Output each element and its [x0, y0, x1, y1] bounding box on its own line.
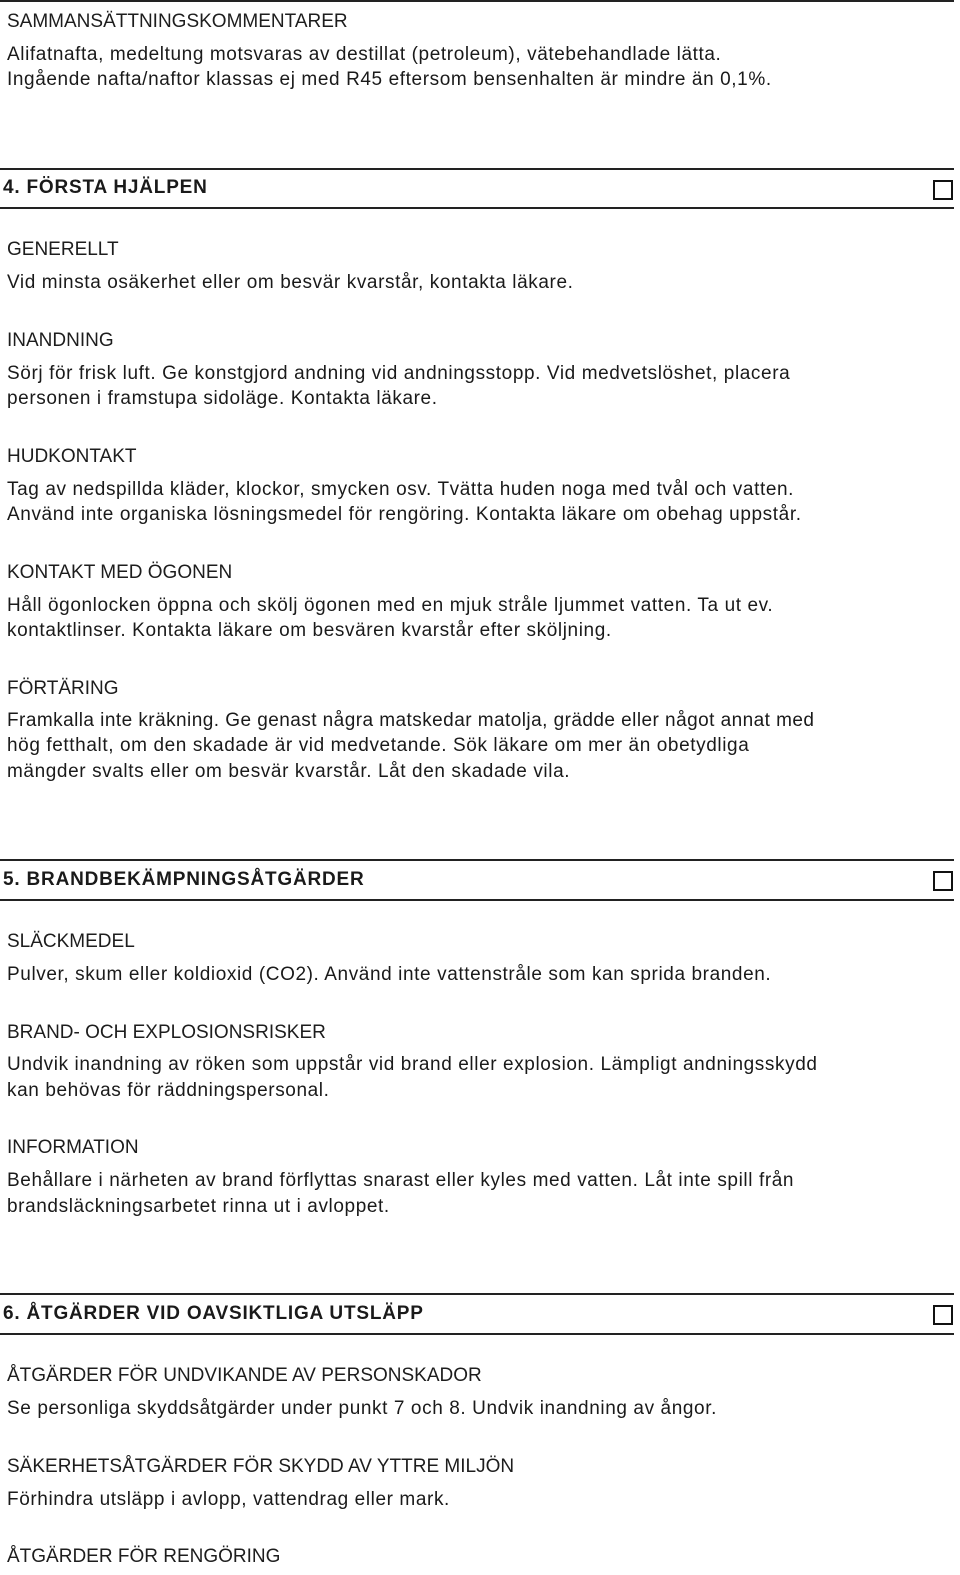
- composition-line-2: Ingående nafta/naftor klassas ej med R45 eftersom bensenhalten är mindre än 0,1%.: [7, 69, 772, 90]
- composition-line-1: Alifatnafta, medeltung motsvaras av destillat (petroleum), vätebehandlade lätta.: [7, 44, 722, 65]
- hudkontakt-heading: HUDKONTAKT: [7, 446, 137, 467]
- slackmedel-heading: SLÄCKMEDEL: [7, 931, 135, 952]
- fortaring-heading: FÖRTÄRING: [7, 678, 119, 699]
- section5-checkbox[interactable]: [933, 871, 953, 891]
- fortaring-line-2: hög fetthalt, om den skadade är vid medvetande. Sök läkare om mer än obetydliga: [7, 735, 750, 756]
- inandning-line-1: Sörj för frisk luft. Ge konstgjord andning vid andningsstopp. Vid medvetslöshet, placera: [7, 363, 791, 384]
- section6-bottom-rule: [0, 1333, 954, 1335]
- risker-line-2: kan behövas för räddningspersonal.: [7, 1080, 330, 1101]
- generellt-line-1: Vid minsta osäkerhet eller om besvär kvarstår, kontakta läkare.: [7, 272, 574, 293]
- fortaring-line-1: Framkalla inte kräkning. Ge genast några matskedar matolja, grädde eller något annat med: [7, 710, 815, 731]
- section4-title: 4. FÖRSTA HJÄLPEN: [3, 177, 208, 198]
- rengoring-heading: ÅTGÄRDER FÖR RENGÖRING: [7, 1546, 281, 1567]
- section5-top-rule: [0, 859, 954, 861]
- section6-top-rule: [0, 1293, 954, 1295]
- ogonen-line-2: kontaktlinser. Kontakta läkare om besvären kvarstår efter sköljning.: [7, 620, 612, 641]
- generellt-heading: GENERELLT: [7, 239, 119, 260]
- information-line-2: brandsläckningsarbetet rinna ut i avloppet.: [7, 1196, 390, 1217]
- composition-heading: SAMMANSÄTTNINGSKOMMENTARER: [7, 11, 348, 32]
- miljon-line-1: Förhindra utsläpp i avlopp, vattendrag eller mark.: [7, 1489, 450, 1510]
- inandning-heading: INANDNING: [7, 330, 114, 351]
- information-heading: INFORMATION: [7, 1137, 139, 1158]
- slackmedel-line-1: Pulver, skum eller koldioxid (CO2). Använd inte vattenstråle som kan sprida branden.: [7, 964, 772, 985]
- hudkontakt-line-1: Tag av nedspillda kläder, klockor, smycken osv. Tvätta huden noga med tvål och vatten.: [7, 479, 795, 500]
- section4-top-rule: [0, 168, 954, 170]
- section5-title: 5. BRANDBEKÄMPNINGSÅTGÄRDER: [3, 869, 365, 890]
- fortaring-line-3: mängder svalts eller om besvär kvarstår. Låt den skadade vila.: [7, 761, 571, 782]
- ogonen-line-1: Håll ögonlocken öppna och skölj ögonen med en mjuk stråle ljummet vatten. Ta ut ev.: [7, 595, 774, 616]
- risker-heading: BRAND- OCH EXPLOSIONSRISKER: [7, 1022, 326, 1043]
- inandning-line-2: personen i framstupa sidoläge. Kontakta läkare.: [7, 388, 438, 409]
- section5-bottom-rule: [0, 899, 954, 901]
- section4-bottom-rule: [0, 207, 954, 209]
- top-border: [0, 0, 954, 2]
- personskador-line-1: Se personliga skyddsåtgärder under punkt 7 och 8. Undvik inandning av ångor.: [7, 1398, 717, 1419]
- ogonen-heading: KONTAKT MED ÖGONEN: [7, 562, 233, 583]
- information-line-1: Behållare i närheten av brand förflyttas snarast eller kyles med vatten. Låt inte spill från: [7, 1170, 795, 1191]
- section4-checkbox[interactable]: [933, 180, 953, 200]
- miljon-heading: SÄKERHETSÅTGÄRDER FÖR SKYDD AV YTTRE MILJÖN: [7, 1456, 515, 1477]
- hudkontakt-line-2: Använd inte organiska lösningsmedel för rengöring. Kontakta läkare om obehag uppstår.: [7, 504, 802, 525]
- section6-checkbox[interactable]: [933, 1305, 953, 1325]
- risker-line-1: Undvik inandning av röken som uppstår vid brand eller explosion. Lämpligt andningsskydd: [7, 1054, 818, 1075]
- personskador-heading: ÅTGÄRDER FÖR UNDVIKANDE AV PERSONSKADOR: [7, 1365, 482, 1386]
- section6-title: 6. ÅTGÄRDER VID OAVSIKTLIGA UTSLÄPP: [3, 1303, 424, 1324]
